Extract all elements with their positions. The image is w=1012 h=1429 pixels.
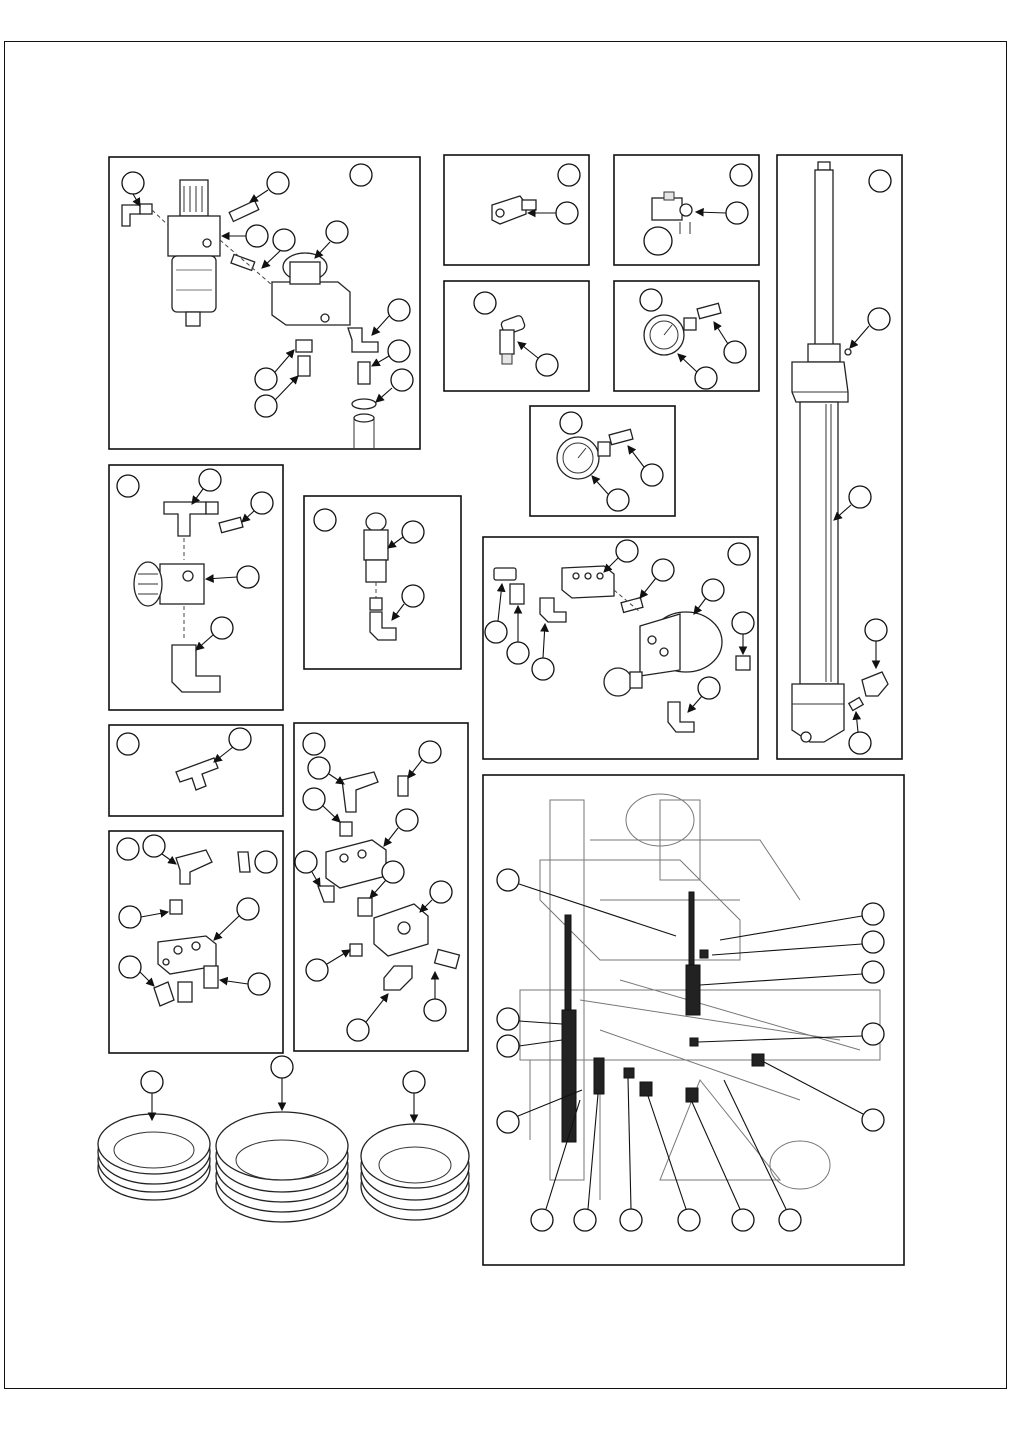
- valve-block: [272, 282, 350, 325]
- callout: [485, 621, 507, 643]
- callout: [248, 973, 270, 995]
- manifold-block: [562, 566, 614, 598]
- callout: [122, 172, 144, 194]
- callout: [229, 728, 251, 750]
- callout: [862, 961, 884, 983]
- callout: [620, 1209, 642, 1231]
- callout: [251, 492, 273, 514]
- panel-gauge-small: [614, 281, 759, 391]
- callout: [862, 903, 884, 925]
- callout: [497, 1111, 519, 1133]
- callout: [862, 1023, 884, 1045]
- tubing-coil-small: [98, 1114, 210, 1200]
- callout: [388, 340, 410, 362]
- panel-air-cylinder: [777, 155, 902, 759]
- panel-pilot-valve: [304, 496, 461, 669]
- callout: [644, 227, 672, 255]
- panel-valve-manifold-right: [294, 723, 468, 1051]
- panel-filter-regulator: [109, 157, 420, 449]
- callout: [862, 931, 884, 953]
- callout: [402, 585, 424, 607]
- tubing-coil-large: [216, 1112, 348, 1222]
- callout: [732, 1209, 754, 1231]
- cylinder-end-cap: [792, 684, 844, 742]
- callout: [237, 898, 259, 920]
- callout: [396, 809, 418, 831]
- callout: [199, 469, 221, 491]
- callout: [730, 164, 752, 186]
- callout: [246, 225, 268, 247]
- callout: [391, 369, 413, 391]
- callout: [273, 229, 295, 251]
- callout: [119, 956, 141, 978]
- callout: [237, 566, 259, 588]
- callout: [403, 1071, 425, 1093]
- callout: [255, 851, 277, 873]
- panel-limit-valve: [614, 155, 759, 265]
- callout: [143, 835, 165, 857]
- callout: [574, 1209, 596, 1231]
- callout: [849, 486, 871, 508]
- callout: [271, 1056, 293, 1078]
- vertical-cylinder-right: [686, 965, 700, 1015]
- callout: [303, 788, 325, 810]
- callout: [474, 292, 496, 314]
- callout: [652, 559, 674, 581]
- callout: [702, 579, 724, 601]
- callout: [424, 999, 446, 1021]
- callout: [607, 489, 629, 511]
- callout: [303, 733, 325, 755]
- panel-gauge-medium: [530, 406, 675, 516]
- regulator-body: [160, 564, 204, 604]
- callout: [308, 757, 330, 779]
- callout: [117, 838, 139, 860]
- callout: [119, 906, 141, 928]
- panel-elbow-fitting: [444, 281, 589, 391]
- filter-bowl: [172, 256, 216, 312]
- callout: [641, 464, 663, 486]
- callout: [117, 475, 139, 497]
- callout: [255, 368, 277, 390]
- callout: [255, 395, 277, 417]
- callout: [862, 1109, 884, 1131]
- callout: [388, 299, 410, 321]
- callout: [868, 308, 890, 330]
- panel-clevis-fitting: [444, 155, 589, 265]
- callout: [117, 733, 139, 755]
- callout: [865, 619, 887, 641]
- callout: [295, 851, 317, 873]
- panel-tubing-coils: [98, 1056, 469, 1222]
- cylinder-head: [792, 362, 848, 402]
- callout: [497, 1008, 519, 1030]
- callout: [430, 881, 452, 903]
- callout: [698, 677, 720, 699]
- callout: [779, 1209, 801, 1231]
- callout: [306, 959, 328, 981]
- panel-machine-overview: [483, 775, 904, 1265]
- callout: [869, 170, 891, 192]
- callout: [724, 341, 746, 363]
- callout: [347, 1019, 369, 1041]
- callout: [532, 658, 554, 680]
- callout: [732, 612, 754, 634]
- panel-tee-fitting: [109, 725, 283, 816]
- callout: [141, 1071, 163, 1093]
- cylinder-barrel: [800, 402, 838, 684]
- callout: [507, 642, 529, 664]
- callout: [726, 202, 748, 224]
- callout: [849, 732, 871, 754]
- callout: [314, 509, 336, 531]
- callout: [402, 521, 424, 543]
- panel-regulator-tee: [109, 465, 283, 710]
- regulator-knob: [604, 668, 632, 696]
- callout: [326, 221, 348, 243]
- callout: [640, 289, 662, 311]
- callout: [531, 1209, 553, 1231]
- callout: [728, 543, 750, 565]
- callout: [556, 202, 578, 224]
- panel-valve-manifold-left: [109, 831, 283, 1053]
- callout: [267, 172, 289, 194]
- callout: [382, 861, 404, 883]
- regulator-body: [168, 216, 220, 256]
- callout: [678, 1209, 700, 1231]
- callout: [616, 540, 638, 562]
- callout: [560, 412, 582, 434]
- vertical-cylinder-left: [562, 1010, 576, 1142]
- callout: [536, 354, 558, 376]
- panel-manifold-regulator: [483, 537, 758, 759]
- callout: [497, 1035, 519, 1057]
- callout: [419, 741, 441, 763]
- callout: [211, 617, 233, 639]
- callout: [695, 367, 717, 389]
- tubing-coil-medium: [361, 1124, 469, 1220]
- callout: [497, 869, 519, 891]
- piston-rod: [815, 170, 833, 352]
- callout: [350, 164, 372, 186]
- callout: [558, 164, 580, 186]
